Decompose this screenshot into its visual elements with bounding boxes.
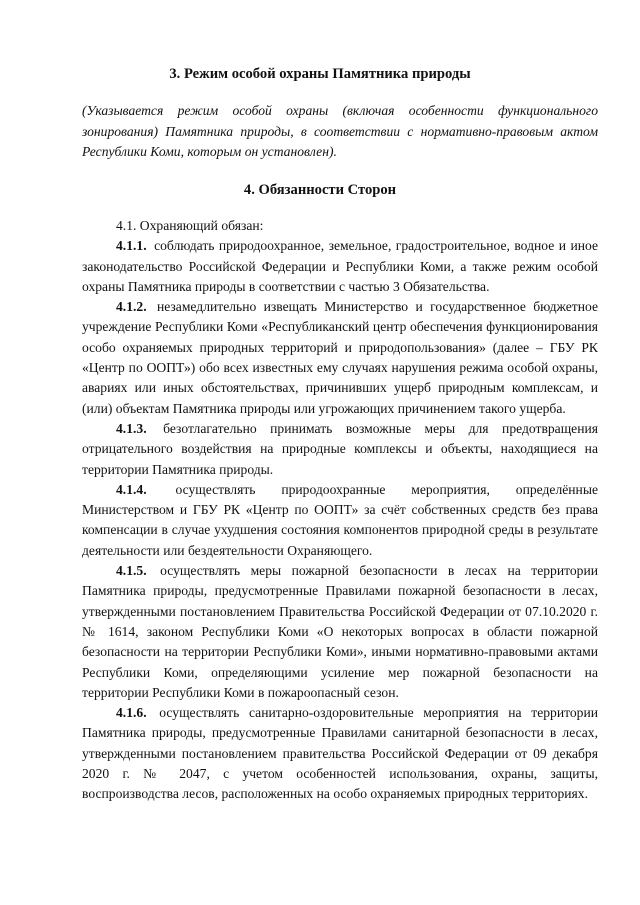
clause-text: безотлагательно принимать возможные меры для предотвращения отрицательного воздействия на природные комплексы и объекты, находящиеся на территории Памятника природы. [82, 420, 598, 477]
clause-text: Охраняющий обязан: [139, 218, 264, 233]
obligations-list [82, 216, 598, 805]
section-3-heading: 3. Режим особой охраны Памятника природы [169, 66, 471, 82]
clause-number: 4.1.2. [116, 299, 147, 315]
clause-4-1-2 [82, 297, 598, 419]
clause-text: соблюдать природоохранное, земельное, градостроительное, водное и иное законодательство Российской Федерации и Республики Коми, а также режим особой охраны Памятника природы в соответствии с частью 3 Обязательства. [82, 238, 598, 294]
obligations-intro [82, 216, 598, 236]
clause-4-1-5 [82, 561, 598, 703]
clause-text: осуществлять меры пожарной безопасности в лесах на территории Памятника природы, предусмотренные Правилами пожарной безопасности в лесах, утвержденными постановлением Правительства Российской Федерации от 07.10.2020 г. № 1614, законом Республики Коми «О некоторых вопросах в области пожарной безопасности на территории Республики Коми», иными нормативно-правовыми актами Республики Коми, определяющими усиление мер пожарной безопасности на территории Республики Коми в пожароопасный сезон. [82, 563, 598, 700]
clause-number: 4.1.6. [116, 705, 147, 721]
clause-4-1-4 [82, 480, 598, 561]
clause-text: осуществлять санитарно-оздоровительные мероприятия на территории Памятника природы, предусмотренные Правилами санитарной безопасности в лесах, утвержденными постановлением правительства Российской Федерации от 09 декабря 2020 г. № 2047, с учетом особенностей использования, охраны, защиты, воспроизводства лесов, расположенных на особо охраняемых природных территориях. [82, 705, 598, 802]
clause-number: 4.1.1. [116, 238, 147, 254]
clause-number: 4.1. [116, 218, 137, 233]
section-4-heading: 4. Обязанности Сторон [243, 182, 397, 198]
clause-number: 4.1.5. [116, 563, 147, 579]
clause-text: незамедлительно извещать Министерство и государственное бюджетное учреждение Республики Коми «Республиканский центр обеспечения функционирования особо охраняемых природных территорий и природопользования» (далее – ГБУ РК «Центр по ООПТ») обо всех известных ему случаях нарушения режима особой охраны, авариях или иных обстоятельствах, причинивших ущерб природным комплексам, и (или) объектам Памятника природы или угрожающих причинением такого ущерба. [82, 299, 598, 416]
clause-number: 4.1.4. [116, 481, 147, 497]
clause-4-1-6 [82, 703, 598, 804]
clause-4-1-3 [82, 419, 598, 480]
clause-number: 4.1.3. [116, 420, 147, 436]
clause-text: осуществлять природоохранные мероприятия, определённые Министерством и ГБУ РК «Центр по ООПТ» за счёт собственных средств без права компенсации в случае ухудшения состояния компонентов природной среды в результате деятельности или бездеятельности Охраняющего. [82, 481, 598, 558]
section-3-note: (Указывается режим особой охраны (включая особенности функционального зонирования) Памятника природы, в соответствии с нормативно-правовым актом Республики Коми, которым он установлен). [82, 103, 598, 160]
clause-4-1-1 [82, 236, 598, 297]
